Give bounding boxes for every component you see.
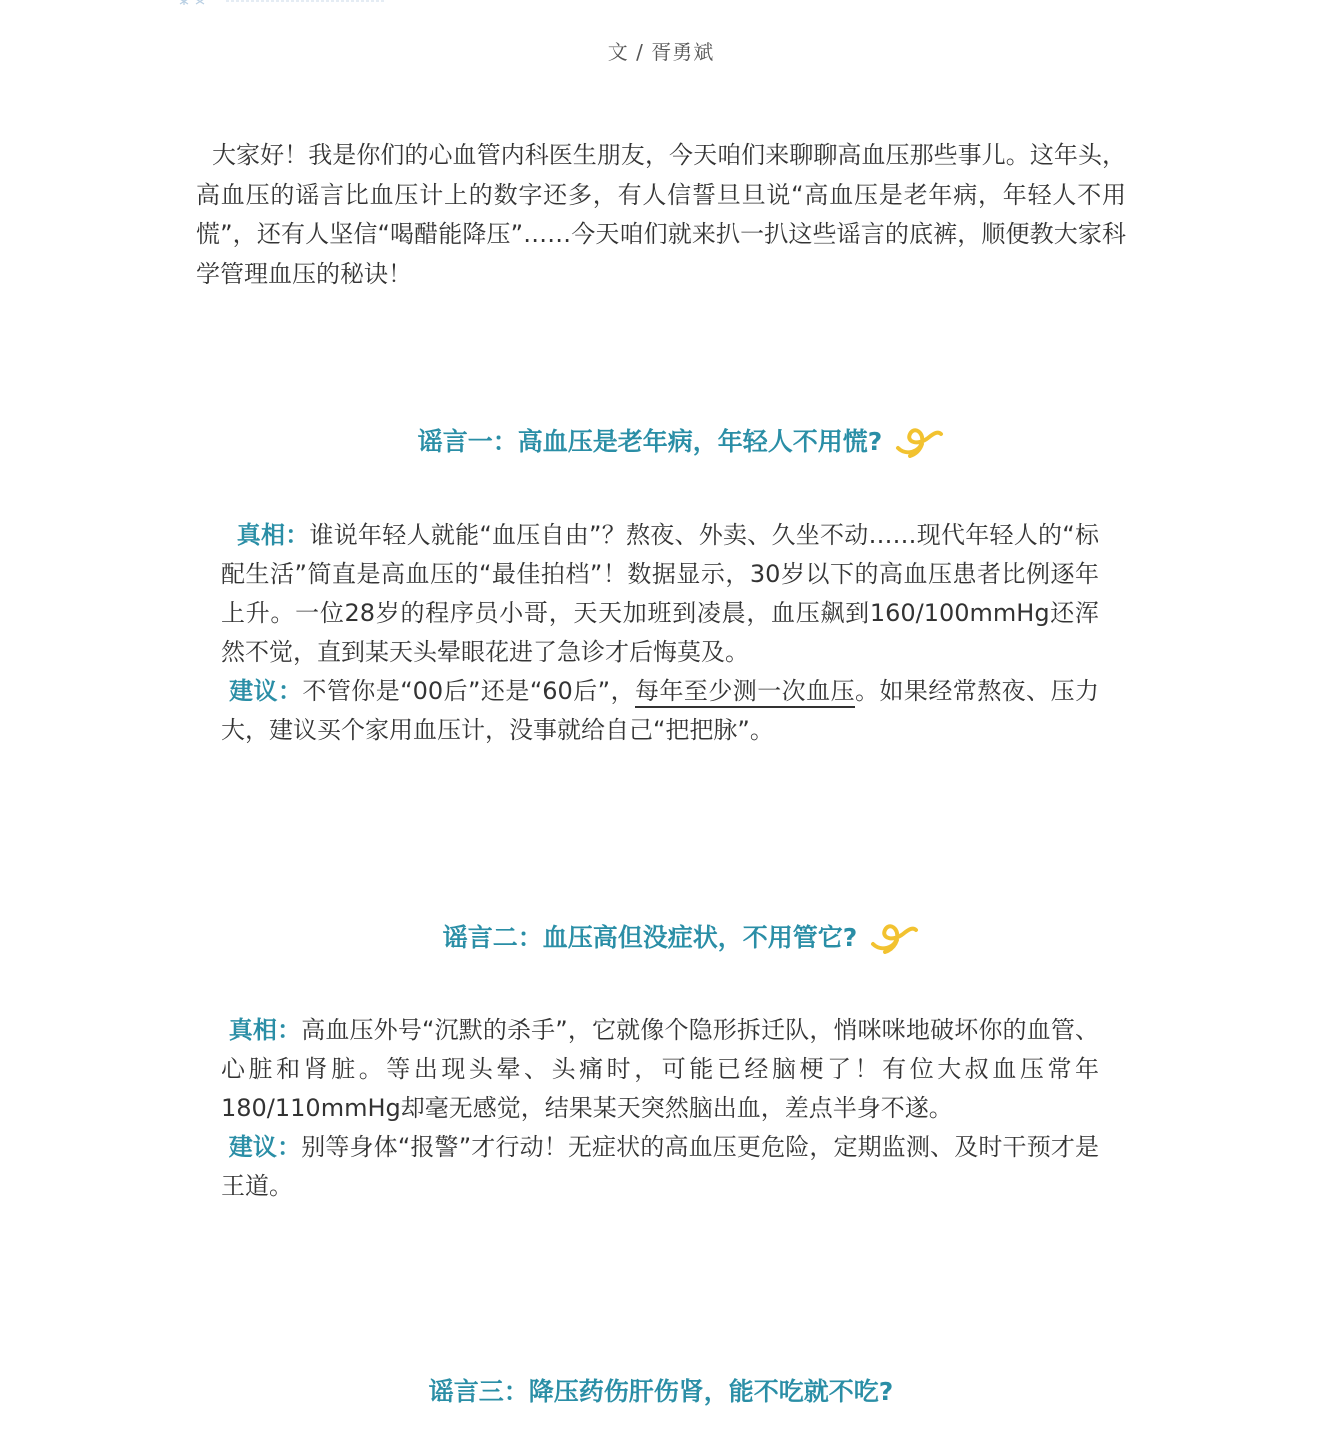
advice-label: 建议： [228,1133,302,1161]
advice-paragraph [221,1128,1099,1206]
truth-label: 真相： [228,1016,302,1044]
myth-1-body [221,516,1099,750]
truth-text: 谁说年轻人就能“血压自由”？熬夜、外卖、久坐不动……现代年轻人的“标配生活”简直是高血压的“最佳拍档”！数据显示，30岁以下的高血压患者比例逐年上升。一位28岁的程序员小哥，天天加班到凌晨，血压飙到160/100mmHg还浑然不觉，直到某天头晕眼花进了急诊才后悔莫及。 [221,521,1099,666]
advice-text-end: 。如果经常熬夜、压力大，建议买个家用血压计，没事就给自己“把把脉”。 [221,677,1100,744]
top-ornament [176,0,388,6]
yellow-curl-icon [867,918,919,954]
advice-underlined-text: 每年至少测一次血压 [635,677,855,708]
section-heading-myth-2 [20,918,1322,954]
yellow-curl-icon [892,422,944,458]
truth-paragraph [221,1011,1099,1128]
section-heading-text: 谣言一：高血压是老年病，年轻人不用慌? [417,427,883,456]
myth-2-body [221,1011,1099,1206]
truth-text: 高血压外号“沉默的杀手”，它就像个隐形拆迁队，悄咪咪地破坏你的血管、心脏和肾脏。等出现头晕、头痛时，可能已经脑梗了！有位大叔血压常年180/110mmHg却毫无感觉，结果某天突然脑出血，差点半身不遂。 [221,1016,1099,1122]
truth-label: 真相： [236,521,310,549]
advice-paragraph [221,672,1099,750]
advice-label: 建议： [229,677,303,705]
section-heading-text: 谣言三：降压药伤肝伤肾，能不吃就不吃? [428,1377,894,1406]
section-heading-myth-3 [0,1372,1322,1408]
truth-paragraph [221,516,1099,672]
author-byline: 文 / 胥勇斌 [607,40,715,64]
intro-paragraph: 大家好！我是你们的心血管内科医生朋友，今天咱们来聊聊高血压那些事儿。这年头，高血压的谣言比血压计上的数字还多，有人信誓旦旦说“高血压是老年病，年轻人不用慌”，还有人坚信“喝醋能降压”……今天咱们就来扒一扒这些谣言的底裤，顺便教大家科学管理血压的秘诀！ [196,141,1126,288]
advice-text: 别等身体“报警”才行动！无症状的高血压更危险，定期监测、及时干预才是王道。 [221,1133,1099,1200]
section-heading-myth-1 [20,422,1322,458]
section-heading-text: 谣言二：血压高但没症状，不用管它? [442,923,858,952]
advice-text-start: 不管你是“00后”还是“60后”， [302,677,636,705]
